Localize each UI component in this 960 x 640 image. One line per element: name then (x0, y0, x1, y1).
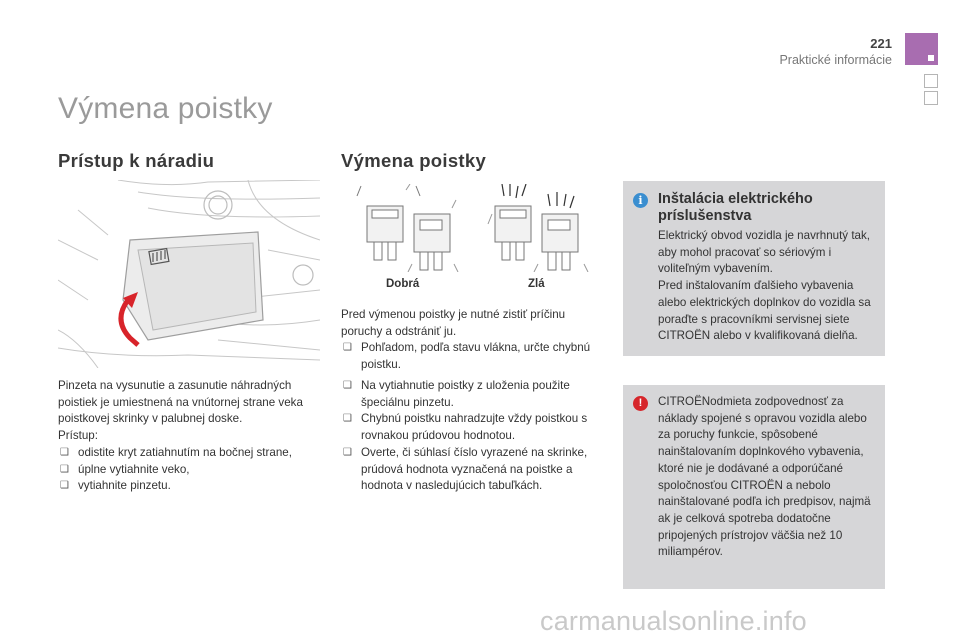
list-item: ❑ vytiahnite pinzetu. (60, 479, 171, 493)
chapter-tab-active[interactable] (905, 33, 938, 65)
watermark: carmanualsonline.info (540, 606, 807, 636)
info-box-title: Inštalácia elektrického príslušenstva (658, 191, 813, 224)
glovebox-illustration (58, 180, 320, 368)
list-item: ❑ odistite kryt zatiahnutím na bočnej strane, (60, 445, 292, 459)
list-item: ❑ Chybnú poistku nahradzujte vždy poistkou s rovnakou prúdovou hodnotou. (343, 412, 588, 443)
fuse-label-bad: Zlá (528, 278, 545, 290)
page-title: Výmena poistky (58, 92, 273, 125)
fuse-illustration (352, 184, 592, 272)
list-item: ❑ úplne vytiahnite veko, (60, 462, 190, 476)
info-box-text-1: Elektrický obvod vozidla je navrhnutý tak, aby mohol pracovať so sériovým i voliteľným vybavením. (658, 229, 871, 276)
list-item: ❑ Pohľadom, podľa stavu vlákna, určte chybnú poistku. (343, 341, 591, 372)
chapter-tab[interactable] (924, 91, 938, 105)
access-steps (58, 445, 322, 495)
info-box-text-2: Pred inštalovaním ďalšieho vybavenia alebo elektrických doplnkov do vozidla sa poraďte s pracovníkmi servisnej siete CITROËN alebo v kvalifikovaná dielňa. (658, 279, 871, 343)
info-icon: i (633, 193, 648, 208)
warning-box-text: CITROËNodmieta zodpovednosť za náklady spojené s opravou vozidla alebo za poruchy funkcie, spôsobené nainštalovaním doplnkového vybavenia, ktoré nie je dodávané a odporúčané spoločnosťou CITROËN a nebolo nainštalované podľa ich predpisov, najmä ak je celková spotreba dodatočne pripojených prístrojov väčšia než 10 miliampérov. (658, 395, 871, 559)
warning-icon: ! (633, 396, 648, 411)
access-label: Prístup: (58, 429, 98, 443)
section-heading-replace: Výmena poistky (341, 150, 487, 171)
chapter-tab[interactable] (924, 74, 938, 88)
list-item: ❑ Overte, či súhlasí číslo vyrazené na skrinke, prúdová hodnota vyznačená na poistke a hodnota v nasledujúcich tabuľkách. (343, 445, 588, 493)
access-intro: Pinzeta na vysunutie a zasunutie náhradných poistiek je umiestnená na vnútornej strane veka poistkovej skrinky v palubnej doske. (58, 379, 303, 426)
section-heading-access: Prístup k náradiu (58, 150, 215, 171)
page-number: 221 (870, 36, 892, 51)
replace-steps-2 (341, 378, 603, 495)
section-title: Praktické informácie (779, 53, 892, 67)
replace-steps-1 (341, 340, 603, 373)
replace-intro: Pred výmenou poistky je nutné zistiť príčinu poruchy a odstrániť ju. (341, 308, 566, 338)
fuse-label-good: Dobrá (386, 278, 420, 290)
list-item: ❑ Na vytiahnutie poistky z uloženia použite špeciálnu pinzetu. (343, 379, 570, 409)
